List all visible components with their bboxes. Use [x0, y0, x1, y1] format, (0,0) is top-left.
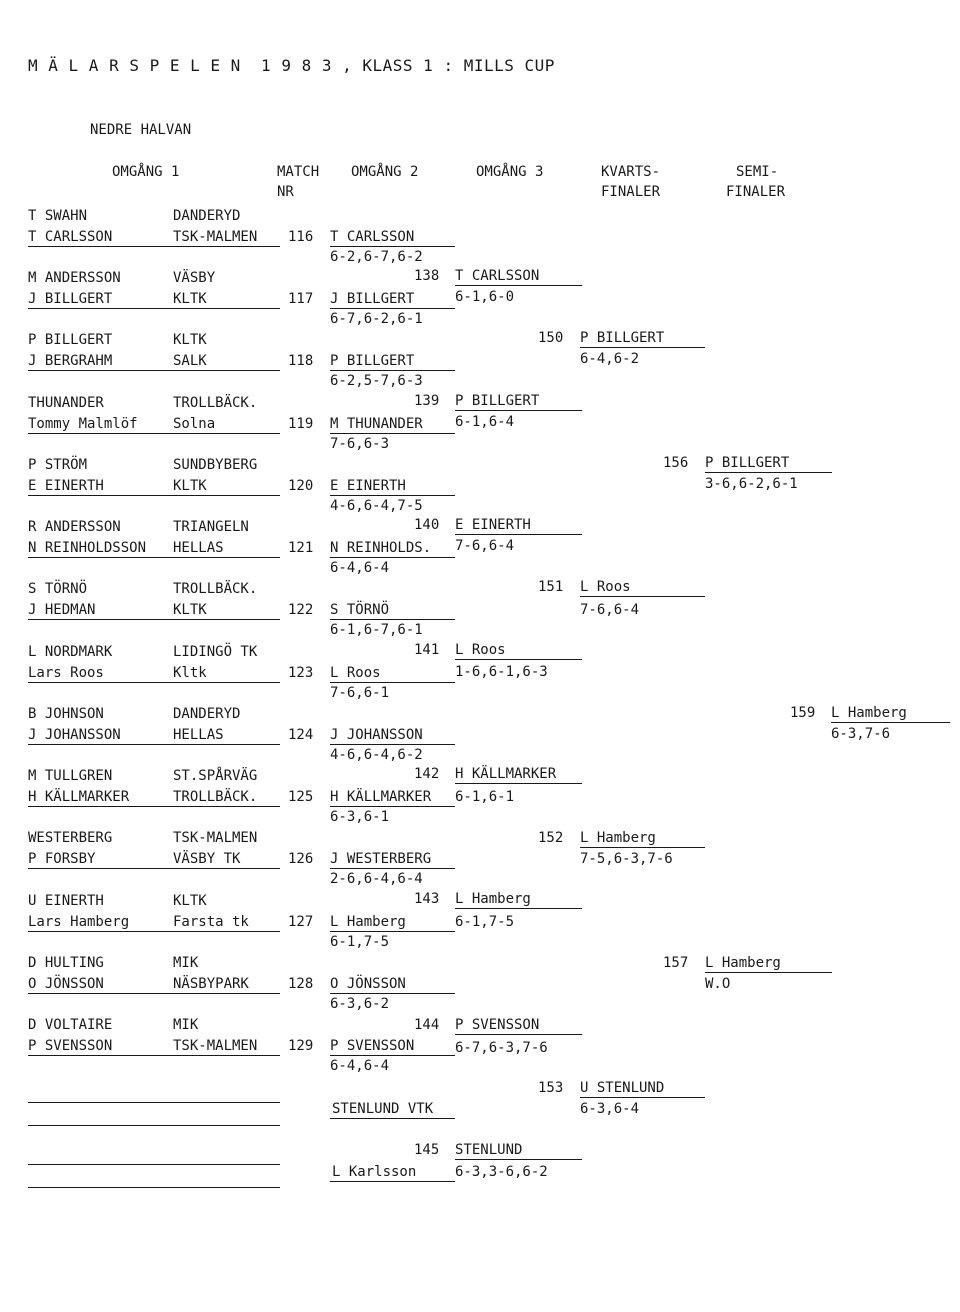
round3-winner: L Roos	[455, 642, 506, 658]
round2-winner-line	[330, 993, 455, 994]
player-name: D VOLTAIRE	[28, 1017, 113, 1033]
round2-winner: J BILLGERT	[330, 291, 415, 307]
player-name: P FORSBY	[28, 851, 96, 867]
player-name: E EINERTH	[28, 478, 104, 494]
player-name: B JOHNSON	[28, 706, 104, 722]
col-header-quarter-2: FINALER	[601, 184, 661, 200]
player-name: Lars Roos	[28, 665, 104, 681]
match-number: 144	[414, 1017, 440, 1033]
player-name: J BILLGERT	[28, 291, 113, 307]
round1-pair-line	[28, 931, 280, 932]
round2-score: 7-6,6-1	[330, 685, 390, 701]
round3-winner-line	[455, 1034, 582, 1035]
player-club: TROLLBÄCK.	[173, 581, 258, 597]
player-name: O JÖNSSON	[28, 976, 104, 992]
round2-winner-line	[330, 246, 455, 247]
match-number: 121	[288, 540, 314, 556]
page-title: M Ä L A R S P E L E N 1 9 8 3 , KLASS 1 : MILLS CUP	[28, 56, 555, 75]
round2-score: 7-6,6-3	[330, 436, 390, 452]
round2-winner: P SVENSSON	[330, 1038, 415, 1054]
round2-winner-line	[330, 931, 455, 932]
player-name: N REINHOLDSSON	[28, 540, 147, 556]
round2-winner: J JOHANSSON	[330, 727, 423, 743]
match-number: 119	[288, 416, 314, 432]
col-header-quarter: KVARTS-	[601, 164, 661, 180]
round2-winner-line	[330, 495, 455, 496]
round3-winner-line	[455, 410, 582, 411]
final-score: 6-3,7-6	[831, 726, 891, 742]
match-number: 140	[414, 517, 440, 533]
player-name: Lars Hamberg	[28, 914, 130, 930]
player-name: J HEDMAN	[28, 602, 96, 618]
player-name: U EINERTH	[28, 893, 104, 909]
player-name: THUNANDER	[28, 395, 104, 411]
player-club: Farsta tk	[173, 914, 249, 930]
round2-score: 2-6,6-4,6-4	[330, 871, 423, 887]
match-number: 151	[538, 579, 564, 595]
round2-extra-entry: STENLUND VTK	[332, 1101, 434, 1117]
match-number: 122	[288, 602, 314, 618]
col-header-round2: OMGÅNG 2	[351, 164, 419, 180]
round2-score: 6-7,6-2,6-1	[330, 311, 423, 327]
player-club: DANDERYD	[173, 706, 241, 722]
round3-score: 7-6,6-4	[455, 538, 515, 554]
round1-pair-line	[28, 433, 280, 434]
match-number: 117	[288, 291, 314, 307]
quarter-winner: L Roos	[580, 579, 631, 595]
player-name: T CARLSSON	[28, 229, 113, 245]
match-number: 129	[288, 1038, 314, 1054]
round3-winner-line	[455, 285, 582, 286]
player-club: KLTK	[173, 893, 207, 909]
player-club: TSK-MALMEN	[173, 1038, 258, 1054]
player-club: KLTK	[173, 291, 207, 307]
round2-extra-line	[330, 1118, 455, 1119]
player-club: TSK-MALMEN	[173, 830, 258, 846]
round3-winner-line	[455, 783, 582, 784]
round2-winner-line	[330, 868, 455, 869]
col-header-match: MATCH	[277, 164, 320, 180]
round3-winner: T CARLSSON	[455, 268, 540, 284]
round3-winner: H KÄLLMARKER	[455, 766, 557, 782]
round2-winner-line	[330, 1055, 455, 1056]
round3-score: 6-1,7-5	[455, 914, 515, 930]
player-name: S TÖRNÖ	[28, 581, 88, 597]
round2-score: 6-1,7-5	[330, 934, 390, 950]
player-club: KLTK	[173, 478, 207, 494]
player-club: MIK	[173, 1017, 199, 1033]
round2-score: 6-4,6-4	[330, 1058, 390, 1074]
round3-winner: STENLUND	[455, 1142, 523, 1158]
round1-pair-line	[28, 1055, 280, 1056]
quarter-winner: P BILLGERT	[580, 330, 665, 346]
round2-winner: H KÄLLMARKER	[330, 789, 432, 805]
round2-extra-line	[330, 1181, 455, 1182]
player-club: KLTK	[173, 332, 207, 348]
round2-winner-line	[330, 433, 455, 434]
round2-winner: M THUNANDER	[330, 416, 423, 432]
match-number: 139	[414, 393, 440, 409]
player-club: SUNDBYBERG	[173, 457, 258, 473]
round2-winner: O JÖNSSON	[330, 976, 406, 992]
quarter-winner: U STENLUND	[580, 1080, 665, 1096]
round2-score: 4-6,6-4,6-2	[330, 747, 423, 763]
match-number: 127	[288, 914, 314, 930]
round2-winner: L Roos	[330, 665, 381, 681]
player-club: TROLLBÄCK.	[173, 395, 258, 411]
player-name: Tommy Malmlöf	[28, 416, 138, 432]
player-name: M ANDERSSON	[28, 270, 121, 286]
match-number: 138	[414, 268, 440, 284]
player-club: HELLAS	[173, 540, 224, 556]
match-number: 141	[414, 642, 440, 658]
round2-score: 6-4,6-4	[330, 560, 390, 576]
final-winner-line	[831, 722, 950, 723]
round3-winner: E EINERTH	[455, 517, 531, 533]
col-header-semi: SEMI-	[736, 164, 779, 180]
blank-line	[28, 1125, 280, 1126]
round2-score: 6-2,6-7,6-2	[330, 249, 423, 265]
round2-winner-line	[330, 682, 455, 683]
player-name: J BERGRAHM	[28, 353, 113, 369]
player-club: NÄSBYPARK	[173, 976, 249, 992]
player-name: M TULLGREN	[28, 768, 113, 784]
player-club: HELLAS	[173, 727, 224, 743]
round1-pair-line	[28, 806, 280, 807]
round1-pair-line	[28, 682, 280, 683]
player-name: P SVENSSON	[28, 1038, 113, 1054]
round2-extra-entry: L Karlsson	[332, 1164, 417, 1180]
player-club: VÄSBY	[173, 270, 216, 286]
round1-pair-line	[28, 246, 280, 247]
player-club: Kltk	[173, 665, 207, 681]
player-club: Solna	[173, 416, 216, 432]
round2-score: 6-3,6-1	[330, 809, 390, 825]
quarter-score: 7-6,6-4	[580, 602, 640, 618]
match-number: 159	[790, 705, 816, 721]
round3-score: 6-1,6-1	[455, 789, 515, 805]
round2-score: 6-2,5-7,6-3	[330, 373, 423, 389]
round1-pair-line	[28, 370, 280, 371]
player-name: P STRÖM	[28, 457, 88, 473]
match-number: 126	[288, 851, 314, 867]
round2-winner-line	[330, 370, 455, 371]
semi-winner-line	[705, 472, 832, 473]
quarter-score: 6-4,6-2	[580, 351, 640, 367]
player-name: L NORDMARK	[28, 644, 113, 660]
round3-winner: L Hamberg	[455, 891, 531, 907]
round1-pair-line	[28, 744, 280, 745]
match-number: 116	[288, 229, 314, 245]
semi-winner: L Hamberg	[705, 955, 781, 971]
match-number: 157	[663, 955, 689, 971]
round2-score: 4-6,6-4,7-5	[330, 498, 423, 514]
col-header-round1: OMGÅNG 1	[112, 164, 180, 180]
match-number: 150	[538, 330, 564, 346]
round2-winner-line	[330, 619, 455, 620]
player-name: R ANDERSSON	[28, 519, 121, 535]
semi-winner: P BILLGERT	[705, 455, 790, 471]
player-name: D HULTING	[28, 955, 104, 971]
player-club: KLTK	[173, 602, 207, 618]
quarter-winner-line	[580, 847, 705, 848]
match-number: 152	[538, 830, 564, 846]
match-number: 118	[288, 353, 314, 369]
round3-winner-line	[455, 659, 582, 660]
player-club: TSK-MALMEN	[173, 229, 258, 245]
match-number: 142	[414, 766, 440, 782]
round2-winner: E EINERTH	[330, 478, 406, 494]
col-header-match-nr: NR	[277, 184, 294, 200]
round3-score: 6-1,6-4	[455, 414, 515, 430]
quarter-winner-line	[580, 1097, 705, 1098]
player-name: H KÄLLMARKER	[28, 789, 130, 805]
quarter-winner: L Hamberg	[580, 830, 656, 846]
round3-winner: P SVENSSON	[455, 1017, 540, 1033]
player-club: ST.SPÅRVÄG	[173, 768, 258, 784]
round1-pair-line	[28, 557, 280, 558]
round1-pair-line	[28, 868, 280, 869]
round2-winner: T CARLSSON	[330, 229, 415, 245]
quarter-winner-line	[580, 347, 705, 348]
player-club: TROLLBÄCK.	[173, 789, 258, 805]
section-subtitle: NEDRE HALVAN	[90, 122, 192, 138]
player-name: J JOHANSSON	[28, 727, 121, 743]
round2-score: 6-3,6-2	[330, 996, 390, 1012]
quarter-score: 6-3,6-4	[580, 1101, 640, 1117]
round3-score: 6-1,6-0	[455, 289, 515, 305]
round2-winner-line	[330, 806, 455, 807]
round2-score: 6-1,6-7,6-1	[330, 622, 423, 638]
round2-winner: P BILLGERT	[330, 353, 415, 369]
player-club: MIK	[173, 955, 199, 971]
round2-winner-line	[330, 308, 455, 309]
match-number: 124	[288, 727, 314, 743]
round2-winner: J WESTERBERG	[330, 851, 432, 867]
round2-winner: S TÖRNÖ	[330, 602, 390, 618]
col-header-round3: OMGÅNG 3	[476, 164, 544, 180]
round1-pair-line	[28, 495, 280, 496]
round3-winner-line	[455, 908, 582, 909]
col-header-semi-2: FINALER	[726, 184, 786, 200]
final-winner: L Hamberg	[831, 705, 907, 721]
round3-winner-line	[455, 534, 582, 535]
round3-score: 6-3,3-6,6-2	[455, 1164, 548, 1180]
player-name: WESTERBERG	[28, 830, 113, 846]
player-club: VÄSBY TK	[173, 851, 241, 867]
player-club: SALK	[173, 353, 207, 369]
match-number: 120	[288, 478, 314, 494]
round1-pair-line	[28, 308, 280, 309]
player-name: P BILLGERT	[28, 332, 113, 348]
round1-pair-line	[28, 993, 280, 994]
player-club: TRIANGELN	[173, 519, 249, 535]
player-name: T SWAHN	[28, 208, 88, 224]
semi-score: W.O	[705, 976, 731, 992]
match-number: 143	[414, 891, 440, 907]
round3-score: 1-6,6-1,6-3	[455, 664, 548, 680]
match-number: 123	[288, 665, 314, 681]
round3-winner: P BILLGERT	[455, 393, 540, 409]
semi-score: 3-6,6-2,6-1	[705, 476, 798, 492]
blank-line	[28, 1164, 280, 1165]
round2-winner-line	[330, 557, 455, 558]
match-number: 125	[288, 789, 314, 805]
round3-score: 6-7,6-3,7-6	[455, 1040, 548, 1056]
blank-line	[28, 1187, 280, 1188]
match-number: 156	[663, 455, 689, 471]
blank-line	[28, 1102, 280, 1103]
semi-winner-line	[705, 972, 832, 973]
match-number: 153	[538, 1080, 564, 1096]
round2-winner-line	[330, 744, 455, 745]
player-club: LIDINGÖ TK	[173, 644, 258, 660]
quarter-score: 7-5,6-3,7-6	[580, 851, 673, 867]
round2-winner: N REINHOLDS.	[330, 540, 432, 556]
round2-winner: L Hamberg	[330, 914, 406, 930]
player-club: DANDERYD	[173, 208, 241, 224]
round3-winner-line	[455, 1159, 582, 1160]
round1-pair-line	[28, 619, 280, 620]
match-number: 128	[288, 976, 314, 992]
match-number: 145	[414, 1142, 440, 1158]
quarter-winner-line	[580, 596, 705, 597]
